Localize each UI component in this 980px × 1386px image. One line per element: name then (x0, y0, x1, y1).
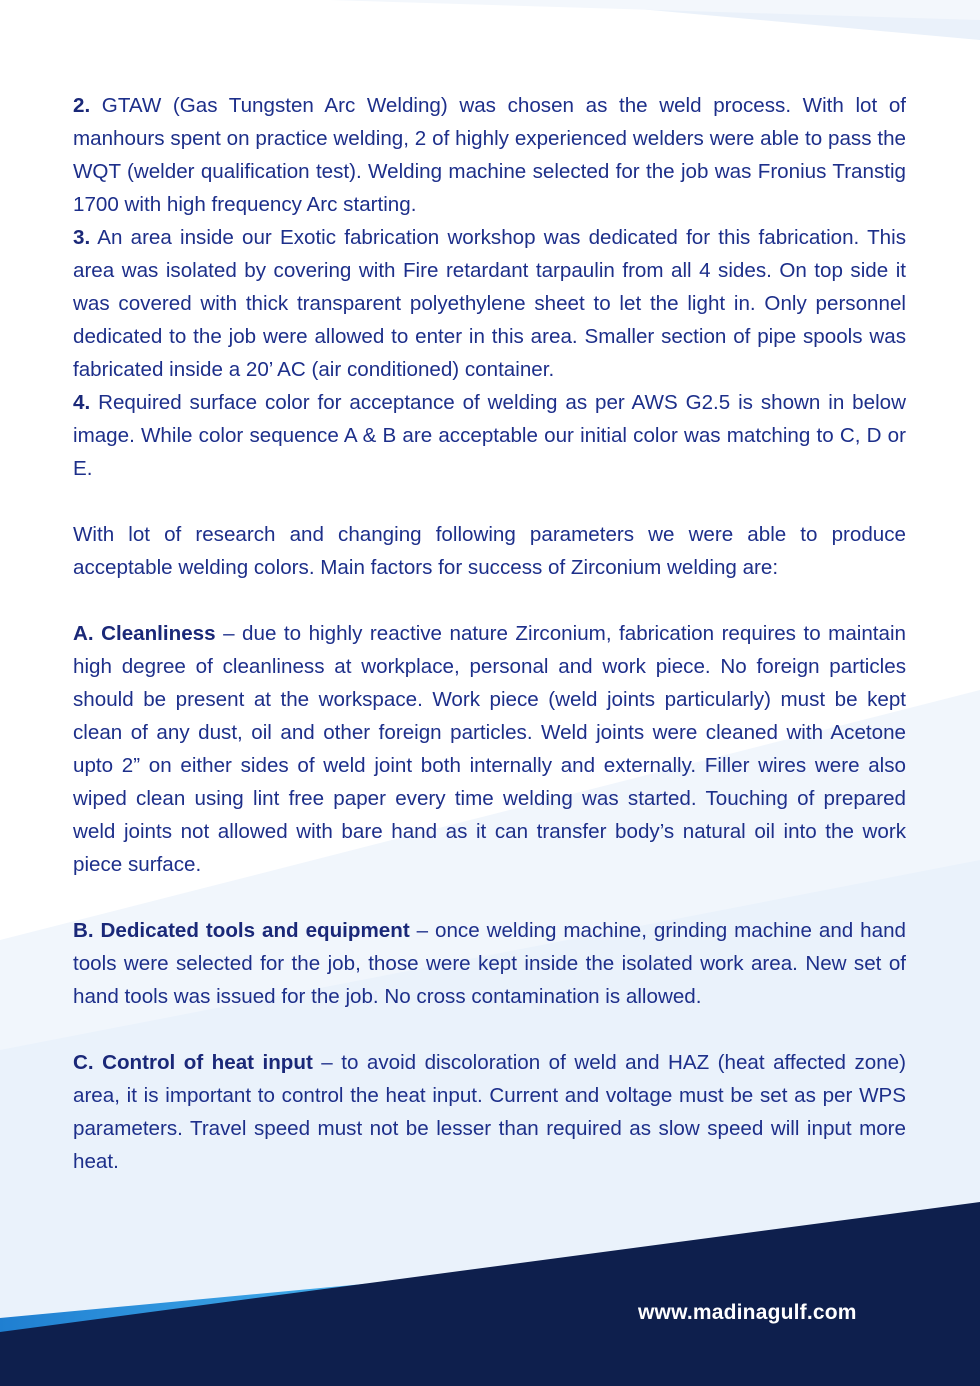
paragraph-number: 4. (73, 391, 91, 414)
factor-dedicated-tools (73, 914, 906, 1013)
factor-title: A. Cleanliness (73, 622, 216, 645)
paragraph-number: 2. (73, 94, 91, 117)
paragraph-text: GTAW (Gas Tungsten Arc Welding) was chosen as the weld process. With lot of manhours spent on practice welding, 2 of highly experienced welders were able to pass the WQT (welder qualification test). Welding machine selected for the job was Fronius Transtig 1700 with high frequency Arc starting. (73, 94, 906, 216)
factor-heat-input (73, 1046, 906, 1178)
numbered-paragraph-3 (73, 221, 906, 386)
top-light-band-2 (330, 0, 980, 20)
numbered-paragraph-2 (73, 89, 906, 221)
article-body (73, 89, 906, 1178)
factor-text: – to avoid discoloration of weld and HAZ (heat affected zone) area, it is important to control the heat input. Current and voltage must be set as per WPS parameters. Travel speed must not be lesser than required as slow speed will input more heat. (73, 1051, 906, 1173)
paragraph-number: 3. (73, 226, 91, 249)
factor-text: – once welding machine, grinding machine and hand tools were selected for the job, those were kept inside the isolated work area. New set of hand tools was issued for the job. No cross contamination is allowed. (73, 919, 906, 1008)
factor-cleanliness (73, 617, 906, 881)
paragraph-text: An area inside our Exotic fabrication workshop was dedicated for this fabrication. This area was isolated by covering with Fire retardant tarpaulin from all 4 sides. On top side it was covered with thick transparent polyethylene sheet to let the light in. Only personnel dedicated to the job were allowed to enter in this area. Smaller section of pipe spools was fabricated inside a 20’ AC (air conditioned) container. (73, 226, 906, 381)
intro-paragraph: With lot of research and changing following parameters we were able to produce acceptable welding colors. Main factors for success of Zirconium welding are: (73, 523, 906, 579)
factor-text: – due to highly reactive nature Zirconium, fabrication requires to maintain high degree of cleanliness at workplace, personal and work piece. No foreign particles should be present at the workspace. Work piece (weld joints particularly) must be kept clean of any dust, oil and other foreign particles. Weld joints were cleaned with Acetone upto 2” on either sides of weld joint both internally and externally. Filler wires were also wiped clean using lint free paper every time welding was started. Touching of prepared weld joints not allowed with bare hand as it can transfer body’s natural oil into the work piece surface. (73, 622, 906, 876)
factor-title: B. Dedicated tools and equipment (73, 919, 410, 942)
paragraph-text: Required surface color for acceptance of welding as per AWS G2.5 is shown in below image. While color sequence A & B are acceptable our initial color was matching to C, D or E. (73, 391, 906, 480)
factor-title: C. Control of heat input (73, 1051, 313, 1074)
numbered-paragraph-4 (73, 386, 906, 485)
footer-website-link[interactable]: www.madinagulf.com (638, 1301, 857, 1324)
